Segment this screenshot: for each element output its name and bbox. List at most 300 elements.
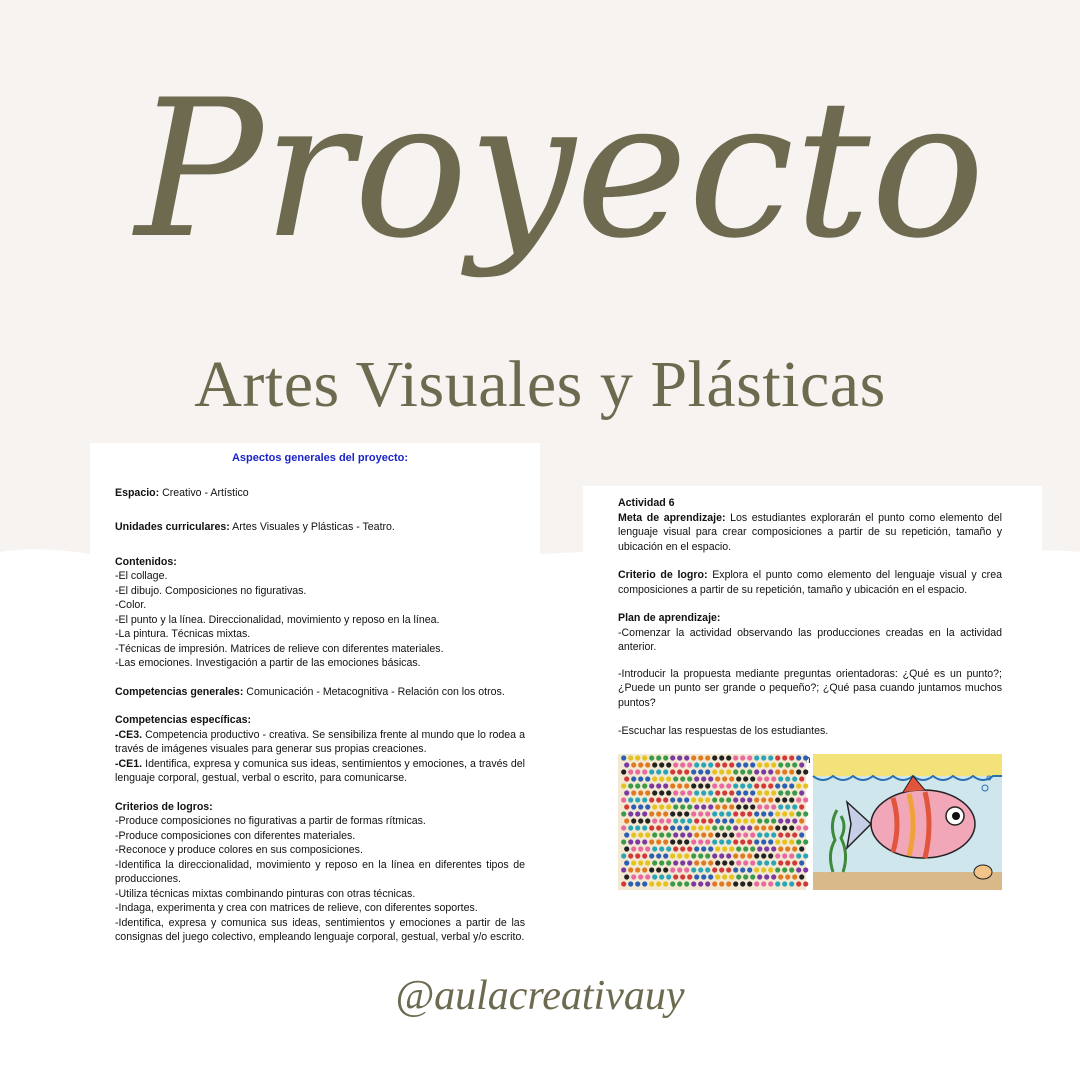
- paint-dot: [782, 811, 787, 816]
- paint-dot: [659, 874, 664, 879]
- paint-dot: [722, 832, 727, 837]
- paint-dot: [691, 811, 696, 816]
- paint-dot: [624, 790, 629, 795]
- paint-dot: [652, 790, 657, 795]
- paint-dot: [621, 769, 626, 774]
- paint-dot: [750, 776, 755, 781]
- paint-dot: [701, 776, 706, 781]
- paint-dot: [750, 874, 755, 879]
- paint-dot: [733, 811, 738, 816]
- paint-dot: [757, 832, 762, 837]
- paint-dot: [642, 797, 647, 802]
- paint-dot: [663, 783, 668, 788]
- paint-dot: [771, 804, 776, 809]
- paint-dot: [803, 867, 808, 872]
- meta-label: Meta de aprendizaje:: [618, 511, 726, 524]
- paint-dot: [782, 853, 787, 858]
- paint-dot: [670, 825, 675, 830]
- list-item: -Color.: [115, 599, 147, 611]
- paint-dot: [764, 874, 769, 879]
- paint-dot: [666, 790, 671, 795]
- paint-dot: [635, 755, 640, 760]
- paint-dot: [764, 790, 769, 795]
- paint-dot: [729, 776, 734, 781]
- paint-dot: [729, 846, 734, 851]
- paint-dot: [782, 867, 787, 872]
- paint-dot: [656, 783, 661, 788]
- paint-dot: [736, 776, 741, 781]
- paint-dot: [656, 797, 661, 802]
- paint-dot: [698, 783, 703, 788]
- paint-dot: [691, 867, 696, 872]
- paint-dot: [761, 769, 766, 774]
- paint-dot: [761, 839, 766, 844]
- paint-dot: [719, 825, 724, 830]
- paint-dot: [719, 797, 724, 802]
- paint-dot: [698, 811, 703, 816]
- paint-dot: [733, 783, 738, 788]
- paint-dot: [691, 755, 696, 760]
- paint-dot: [726, 867, 731, 872]
- paint-dot: [796, 783, 801, 788]
- paint-dot: [631, 818, 636, 823]
- paint-dot: [638, 804, 643, 809]
- paint-dot: [768, 783, 773, 788]
- paint-dot: [649, 783, 654, 788]
- paint-dot: [638, 776, 643, 781]
- paint-dot: [764, 832, 769, 837]
- paint-dot: [771, 874, 776, 879]
- paint-dot: [740, 797, 745, 802]
- paint-dot: [799, 832, 804, 837]
- paint-dot: [719, 755, 724, 760]
- paint-dot: [677, 797, 682, 802]
- paint-dot: [803, 881, 808, 886]
- paint-dot: [729, 818, 734, 823]
- paint-dot: [729, 874, 734, 879]
- paint-dot: [712, 839, 717, 844]
- paint-dot: [673, 846, 678, 851]
- paint-dot: [666, 860, 671, 865]
- paint-dot: [722, 762, 727, 767]
- paint-dot: [799, 804, 804, 809]
- paint-dot: [673, 832, 678, 837]
- paint-dot: [778, 818, 783, 823]
- paint-dot: [652, 776, 657, 781]
- paint-dot: [722, 874, 727, 879]
- paint-dot: [750, 818, 755, 823]
- paint-dot: [743, 860, 748, 865]
- paint-dot: [726, 853, 731, 858]
- paint-dot: [642, 783, 647, 788]
- paint-dot: [687, 762, 692, 767]
- paint-dot: [642, 839, 647, 844]
- paint-dot: [670, 769, 675, 774]
- paint-dot: [768, 811, 773, 816]
- paint-dot: [764, 860, 769, 865]
- paint-dot: [715, 832, 720, 837]
- paint-dot: [789, 811, 794, 816]
- paint-dot: [638, 846, 643, 851]
- paint-dot: [719, 783, 724, 788]
- paint-dot: [789, 769, 794, 774]
- paint-dot: [694, 832, 699, 837]
- paint-dot: [698, 867, 703, 872]
- paint-dot: [698, 797, 703, 802]
- paint-dot: [792, 860, 797, 865]
- paint-dot: [635, 853, 640, 858]
- paint-dot: [785, 846, 790, 851]
- paint-dot: [803, 783, 808, 788]
- paint-dot: [733, 825, 738, 830]
- paint-dot: [645, 874, 650, 879]
- comp-generales-label: Competencias generales:: [115, 685, 244, 698]
- paint-dot: [715, 846, 720, 851]
- paint-dot: [666, 874, 671, 879]
- paint-dot: [747, 769, 752, 774]
- paint-dot: [659, 762, 664, 767]
- paint-dot: [722, 818, 727, 823]
- paint-dot: [684, 867, 689, 872]
- paint-dot: [677, 825, 682, 830]
- paint-dot: [638, 874, 643, 879]
- paint-dot: [628, 811, 633, 816]
- paint-dot: [796, 867, 801, 872]
- paint-dot: [715, 818, 720, 823]
- paint-dot: [652, 804, 657, 809]
- paint-dot: [796, 853, 801, 858]
- paint-dot: [740, 853, 745, 858]
- paint-dot: [726, 881, 731, 886]
- paint-dot: [652, 860, 657, 865]
- paint-dot: [708, 776, 713, 781]
- paint-dot: [750, 790, 755, 795]
- paint-dot: [701, 762, 706, 767]
- list-item: -El punto y la línea. Direccionalidad, movimiento y reposo en la línea.: [115, 613, 440, 626]
- paint-dot: [740, 825, 745, 830]
- paint-dot: [799, 818, 804, 823]
- paint-dot: [621, 881, 626, 886]
- paint-dot: [652, 818, 657, 823]
- paint-dot: [768, 881, 773, 886]
- paint-dot: [754, 839, 759, 844]
- paint-dot: [803, 755, 808, 760]
- paint-dot: [705, 811, 710, 816]
- paint-dot: [663, 797, 668, 802]
- paint-dot: [705, 769, 710, 774]
- paint-dot: [740, 811, 745, 816]
- paint-dot: [621, 825, 626, 830]
- paint-dot: [768, 867, 773, 872]
- paint-dot: [708, 762, 713, 767]
- paint-dot: [715, 860, 720, 865]
- ce3-item: [115, 728, 525, 757]
- paint-dot: [757, 776, 762, 781]
- paint-dot: [712, 881, 717, 886]
- paint-dot: [778, 776, 783, 781]
- espacio-value: Creativo - Artístico: [159, 486, 249, 499]
- paint-dot: [768, 769, 773, 774]
- unidades-value: Artes Visuales y Plásticas - Teatro.: [229, 521, 395, 533]
- paint-dot: [659, 790, 664, 795]
- paint-dot: [684, 769, 689, 774]
- paint-dot: [743, 832, 748, 837]
- paint-dot: [656, 881, 661, 886]
- paint-dot: [736, 860, 741, 865]
- paint-dot: [663, 867, 668, 872]
- paint-dot: [673, 804, 678, 809]
- paint-dot: [694, 860, 699, 865]
- paint-dot: [789, 797, 794, 802]
- paint-dot: [701, 804, 706, 809]
- paint-dot: [768, 755, 773, 760]
- paint-dot: [778, 832, 783, 837]
- paint-dot: [785, 804, 790, 809]
- paint-dot: [771, 846, 776, 851]
- paint-dot: [673, 860, 678, 865]
- paint-dot: [771, 860, 776, 865]
- contenidos-section: [115, 555, 525, 671]
- paint-dot: [722, 860, 727, 865]
- artwork-images: [618, 754, 1002, 890]
- paint-dot: [624, 832, 629, 837]
- paint-dot: [740, 769, 745, 774]
- paint-dot: [761, 867, 766, 872]
- paint-dot: [691, 783, 696, 788]
- paint-dot: [719, 867, 724, 872]
- paint-dot: [715, 776, 720, 781]
- paint-dot: [631, 846, 636, 851]
- paint-dot: [775, 769, 780, 774]
- paint-dot: [645, 860, 650, 865]
- paint-dot: [754, 811, 759, 816]
- paint-dot: [740, 755, 745, 760]
- paint-dot: [782, 825, 787, 830]
- paint-dot: [677, 853, 682, 858]
- paint-dot: [792, 846, 797, 851]
- paint-dot: [754, 881, 759, 886]
- paint-dot: [719, 839, 724, 844]
- paint-dot: [705, 867, 710, 872]
- paint-dot: [631, 762, 636, 767]
- paint-dot: [789, 755, 794, 760]
- paint-dot: [631, 790, 636, 795]
- paint-dot: [764, 776, 769, 781]
- paint-dot: [778, 874, 783, 879]
- page-subtitle: Artes Visuales y Plásticas: [194, 348, 886, 421]
- paint-dot: [747, 811, 752, 816]
- paint-dot: [624, 776, 629, 781]
- paint-dot: [771, 818, 776, 823]
- paint-dot: [782, 755, 787, 760]
- list-item: -La pintura. Técnicas mixtas.: [115, 628, 251, 640]
- list-item: -Produce composiciones con diferentes materiales.: [115, 829, 356, 842]
- paint-dot: [778, 804, 783, 809]
- paint-dot: [628, 825, 633, 830]
- comp-especificas-section: [115, 713, 525, 786]
- paint-dot: [663, 769, 668, 774]
- paint-dot: [684, 755, 689, 760]
- paint-dot: [638, 818, 643, 823]
- paint-dot: [624, 860, 629, 865]
- list-item: -Produce composiciones no figurativas a partir de formas rítmicas.: [115, 815, 426, 827]
- paint-dot: [771, 790, 776, 795]
- paint-dot: [743, 762, 748, 767]
- plan-item: -Escuchar las respuestas de los estudiantes.: [618, 725, 829, 737]
- paint-dot: [628, 755, 633, 760]
- paint-dot: [698, 755, 703, 760]
- paint-dot: [796, 839, 801, 844]
- paint-dot: [785, 874, 790, 879]
- paint-dot: [729, 790, 734, 795]
- paint-dot: [670, 811, 675, 816]
- paint-dot: [680, 874, 685, 879]
- paint-dot: [698, 881, 703, 886]
- paint-dot: [705, 853, 710, 858]
- paint-dot: [743, 790, 748, 795]
- paint-dot: [670, 853, 675, 858]
- paint-dot: [785, 776, 790, 781]
- criterios-label: Criterios de logros:: [115, 800, 213, 813]
- paint-dot: [785, 832, 790, 837]
- paint-dot: [775, 853, 780, 858]
- paint-dot: [687, 818, 692, 823]
- paint-dot: [736, 762, 741, 767]
- paint-dot: [761, 811, 766, 816]
- criterio-row: [618, 568, 1002, 597]
- list-item: -Técnicas de impresión. Matrices de relieve con diferentes materiales.: [115, 642, 444, 655]
- paint-dot: [680, 860, 685, 865]
- paint-dot: [698, 825, 703, 830]
- paint-dot: [628, 881, 633, 886]
- paint-dot: [743, 874, 748, 879]
- paint-dot: [799, 874, 804, 879]
- paint-dot: [778, 762, 783, 767]
- paint-dot: [677, 755, 682, 760]
- paint-dot: [740, 867, 745, 872]
- actividad-label: Actividad 6: [618, 497, 675, 509]
- paint-dot: [680, 846, 685, 851]
- paint-dot: [789, 853, 794, 858]
- paint-dot: [691, 797, 696, 802]
- list-item: -Las emociones. Investigación a partir de las emociones básicas.: [115, 657, 421, 669]
- paint-dot: [757, 860, 762, 865]
- paint-dot: [694, 846, 699, 851]
- paint-dot: [754, 797, 759, 802]
- paint-dot: [736, 818, 741, 823]
- paint-dot: [775, 825, 780, 830]
- paint-dot: [687, 860, 692, 865]
- paint-dot: [645, 776, 650, 781]
- paint-dot: [733, 797, 738, 802]
- paint-dot: [785, 790, 790, 795]
- paint-dot: [712, 755, 717, 760]
- paint-dot: [642, 853, 647, 858]
- paint-dot: [701, 832, 706, 837]
- paint-dot: [663, 825, 668, 830]
- paint-dot: [638, 790, 643, 795]
- paint-dot: [708, 874, 713, 879]
- paint-dot: [764, 762, 769, 767]
- paint-dot: [670, 881, 675, 886]
- meta-item: [618, 512, 1002, 553]
- paint-dot: [712, 811, 717, 816]
- paint-dot: [680, 832, 685, 837]
- paint-dot: [663, 755, 668, 760]
- paint-dot: [680, 776, 685, 781]
- paint-dot: [712, 853, 717, 858]
- contenidos-label: Contenidos:: [115, 555, 177, 568]
- paint-dot: [621, 755, 626, 760]
- paint-dot: [768, 853, 773, 858]
- paint-dot: [652, 832, 657, 837]
- paint-dot: [673, 818, 678, 823]
- paint-dot: [705, 825, 710, 830]
- paint-dot: [642, 825, 647, 830]
- paint-dot: [645, 762, 650, 767]
- paint-dot: [628, 839, 633, 844]
- paint-dot: [789, 825, 794, 830]
- paint-dot: [705, 839, 710, 844]
- paint-dot: [796, 755, 801, 760]
- fish-drawing-image: [813, 754, 1002, 890]
- paint-dot: [764, 804, 769, 809]
- paint-dot: [628, 797, 633, 802]
- paint-dot: [705, 881, 710, 886]
- paint-dot: [670, 839, 675, 844]
- list-item: -Utiliza técnicas mixtas combinando pinturas con otras técnicas.: [115, 887, 416, 900]
- paint-dot: [705, 783, 710, 788]
- paint-dot: [684, 881, 689, 886]
- paint-dot: [771, 776, 776, 781]
- paint-dot: [740, 881, 745, 886]
- paint-dot: [775, 867, 780, 872]
- paint-dot: [698, 839, 703, 844]
- paint-dot: [712, 769, 717, 774]
- paint-dot: [694, 762, 699, 767]
- paint-dot: [712, 783, 717, 788]
- paint-dot: [649, 811, 654, 816]
- list-item: -El dibujo. Composiciones no figurativas.: [115, 584, 307, 597]
- paint-dot: [698, 769, 703, 774]
- paint-dot: [782, 839, 787, 844]
- paint-dot: [677, 839, 682, 844]
- paint-dot: [635, 811, 640, 816]
- paint-dot: [712, 797, 717, 802]
- paint-dot: [652, 846, 657, 851]
- paint-dot: [712, 825, 717, 830]
- paint-dot: [631, 874, 636, 879]
- paint-dot: [729, 762, 734, 767]
- paint-dot: [750, 804, 755, 809]
- paint-dot: [743, 804, 748, 809]
- paint-dot: [771, 762, 776, 767]
- paint-dot: [796, 825, 801, 830]
- paint-dot: [621, 811, 626, 816]
- paint-dot: [705, 755, 710, 760]
- paint-dot: [803, 811, 808, 816]
- paint-dot: [677, 769, 682, 774]
- paint-dot: [733, 853, 738, 858]
- paint-dot: [754, 867, 759, 872]
- paint-dot: [624, 804, 629, 809]
- paint-dot: [750, 860, 755, 865]
- paint-dot: [775, 811, 780, 816]
- comp-generales-row: [115, 685, 525, 700]
- paint-dot: [708, 846, 713, 851]
- paint-dot: [778, 790, 783, 795]
- paint-dot: [761, 783, 766, 788]
